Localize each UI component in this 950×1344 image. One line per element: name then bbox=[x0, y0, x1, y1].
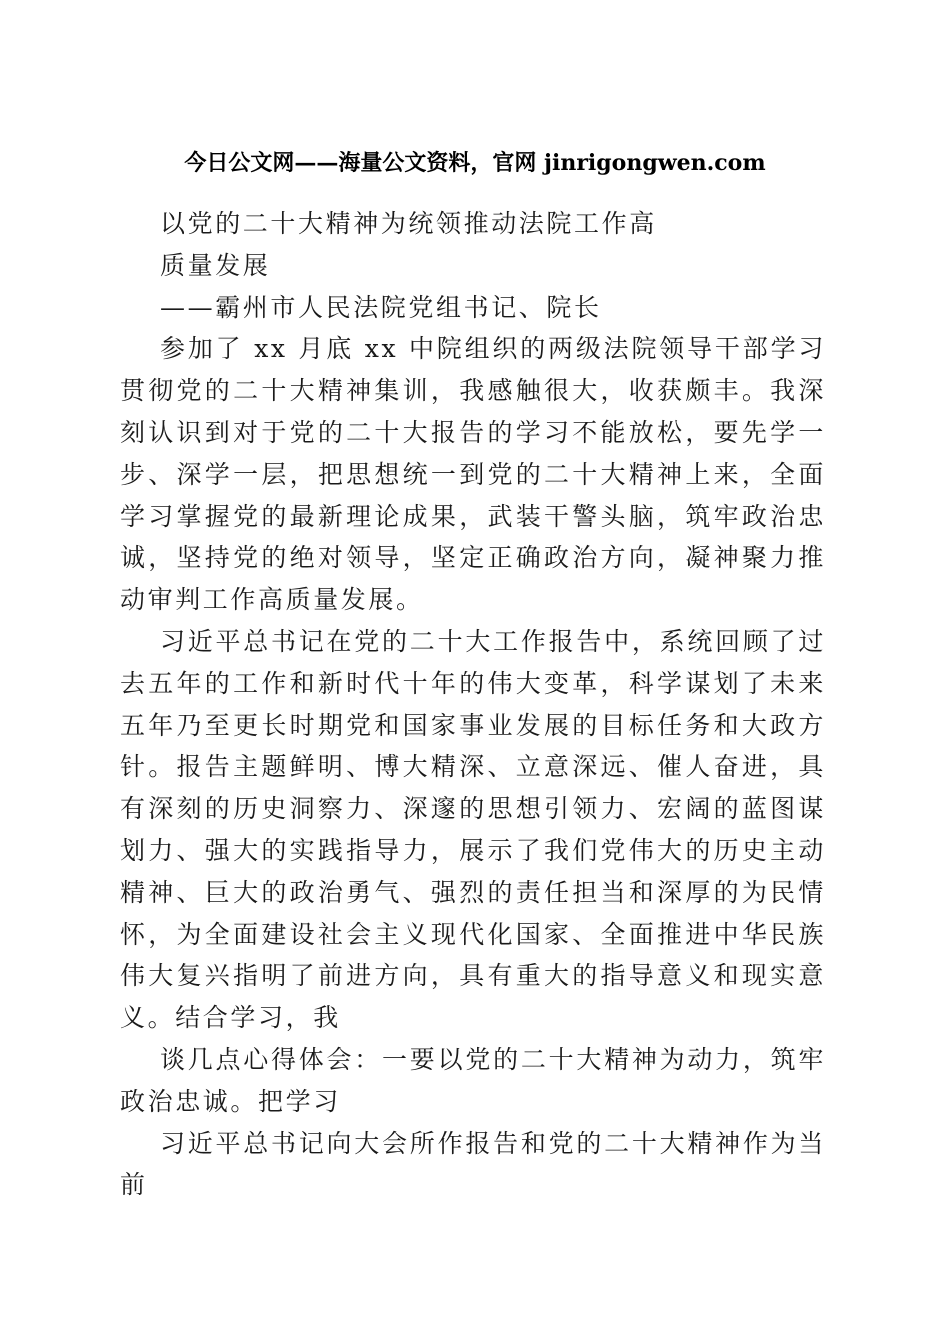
document-body bbox=[120, 203, 826, 1206]
document-title-line-2: 质量发展 bbox=[160, 250, 271, 280]
document-title-line-1: 以党的二十大精神为统领推动法院工作高 bbox=[160, 209, 657, 238]
paragraph-2: 习近平总书记在党的二十大工作报告中，系统回顾了过去五年的工作和新时代十年的伟大变革，科学谋划了未来五年乃至更长时期党和国家事业发展的目标任务和大政方针。报告主题鲜明、博大精深、立意深远、催人奋进，具有深刻的历史洞察力、深邃的思想引领力、宏阔的蓝图谋划力、强大的实践指导力，展示了我们党伟大的历史主动精神、巨大的政治勇气、强烈的责任担当和深厚的为民情怀，为全面建设社会主义现代化国家、全面推进中华民族伟大复兴指明了前进方向，具有重大的指导意义和现实意义。结合学习，我 bbox=[120, 626, 826, 1033]
site-header: 今日公文网——海量公文资料，官网 jinrigongwen.com bbox=[184, 150, 766, 176]
paragraph-1: 参加了 xx 月底 xx 中院组织的两级法院领导干部学习贯彻党的二十大精神集训，我感触很大，收获颇丰。我深刻认识到对于党的二十大报告的学习不能放松，要先学一步、深学一层，把思想统一到党的二十大精神上来，全面学习掌握党的最新理论成果，武装干警头脑，筑牢政治忠诚，坚持党的绝对领导，坚定正确政治方向，凝神聚力推动审判工作高质量发展。 bbox=[120, 334, 826, 615]
document-byline: ——霸州市人民法院党组书记、院长 bbox=[160, 292, 602, 322]
paragraph-3: 谈几点心得体会：一要以党的二十大精神为动力，筑牢政治忠诚。把学习 bbox=[120, 1044, 826, 1116]
paragraph-4: 习近平总书记向大会所作报告和党的二十大精神作为当前 bbox=[120, 1128, 826, 1200]
